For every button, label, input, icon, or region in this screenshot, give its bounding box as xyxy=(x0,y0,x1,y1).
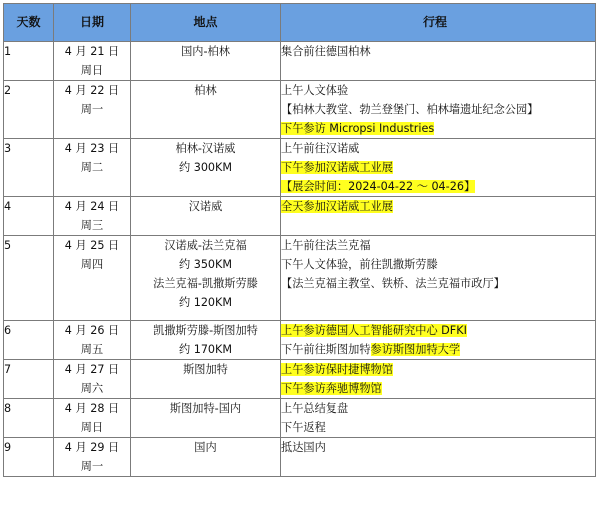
highlighted-text: 全天参加汉诺威工业展 xyxy=(281,200,393,213)
highlighted-text: 下午参访 Micropsi Industries xyxy=(281,122,435,135)
itinerary-line xyxy=(281,438,595,457)
place-cell xyxy=(131,139,281,197)
itinerary-line xyxy=(281,197,595,216)
table-row xyxy=(4,81,596,139)
itinerary-cell xyxy=(281,360,596,399)
table-row xyxy=(4,360,596,399)
itinerary-table xyxy=(3,3,596,477)
itinerary-text: 上午前往汉诺威 xyxy=(281,142,360,155)
itinerary-cell xyxy=(281,197,596,236)
place-line: 法兰克福-凯撒斯劳滕 xyxy=(153,277,258,290)
date-cell xyxy=(54,197,131,236)
day-cell: 9 xyxy=(4,438,54,477)
itinerary-line xyxy=(281,274,595,293)
date-text: 4 月 23 日 xyxy=(64,142,120,155)
highlighted-text: 上午参访保时捷博物馆 xyxy=(281,363,393,376)
itinerary-line xyxy=(281,340,595,359)
date-cell xyxy=(54,360,131,399)
itinerary-line xyxy=(281,42,595,61)
itinerary-text: 上午前往法兰克福 xyxy=(281,239,371,252)
table-row xyxy=(4,438,596,477)
date-text: 4 月 29 日 xyxy=(64,441,120,454)
itinerary-line xyxy=(281,158,595,177)
header-place: 地点 xyxy=(131,4,281,42)
itinerary-line xyxy=(281,177,595,196)
itinerary-cell xyxy=(281,236,596,321)
highlighted-text: 下午参访奔驰博物馆 xyxy=(281,382,382,395)
highlighted-text: 下午参加汉诺威工业展 xyxy=(281,161,393,174)
itinerary-line xyxy=(281,321,595,340)
place-cell xyxy=(131,197,281,236)
place-line: 汉诺威-法兰克福 xyxy=(164,239,247,252)
date-text: 4 月 28 日 xyxy=(64,402,120,415)
place-line: 约 120KM xyxy=(178,296,233,309)
day-cell: 7 xyxy=(4,360,54,399)
table-row xyxy=(4,321,596,360)
itinerary-text: 下午人文体验，前往凯撒斯劳滕 xyxy=(281,258,438,271)
weekday-text: 周日 xyxy=(80,64,104,77)
header-day: 天数 xyxy=(4,4,54,42)
place-line: 柏林 xyxy=(194,84,217,97)
itinerary-table-container xyxy=(3,3,595,477)
date-cell xyxy=(54,81,131,139)
itinerary-cell xyxy=(281,438,596,477)
date-cell xyxy=(54,438,131,477)
place-line: 国内 xyxy=(194,441,217,454)
place-line: 约 170KM xyxy=(178,343,233,356)
day-cell: 8 xyxy=(4,399,54,438)
itinerary-cell xyxy=(281,321,596,360)
itinerary-line xyxy=(281,379,595,398)
place-line: 柏林-汉诺威 xyxy=(175,142,236,155)
weekday-text: 周五 xyxy=(80,343,104,356)
itinerary-text: 集合前往德国柏林 xyxy=(281,45,371,58)
weekday-text: 周日 xyxy=(80,421,104,434)
date-cell xyxy=(54,139,131,197)
itinerary-cell xyxy=(281,139,596,197)
weekday-text: 周二 xyxy=(80,161,104,174)
weekday-text: 周四 xyxy=(80,258,104,271)
itinerary-text: 下午前往斯图加特 xyxy=(281,343,371,356)
day-cell: 6 xyxy=(4,321,54,360)
table-header-row xyxy=(4,4,596,42)
itinerary-line xyxy=(281,360,595,379)
header-itinerary: 行程 xyxy=(281,4,596,42)
place-cell xyxy=(131,42,281,81)
date-text: 4 月 26 日 xyxy=(64,324,120,337)
day-cell: 5 xyxy=(4,236,54,321)
place-cell xyxy=(131,360,281,399)
place-cell xyxy=(131,236,281,321)
table-row xyxy=(4,42,596,81)
header-date: 日期 xyxy=(54,4,131,42)
itinerary-line xyxy=(281,255,595,274)
date-text: 4 月 27 日 xyxy=(64,363,120,376)
place-cell xyxy=(131,321,281,360)
place-line: 凯撒斯劳滕-斯图加特 xyxy=(153,324,258,337)
itinerary-line xyxy=(281,139,595,158)
weekday-text: 周一 xyxy=(80,460,104,473)
weekday-text: 周三 xyxy=(80,219,104,232)
date-text: 4 月 21 日 xyxy=(64,45,120,58)
date-cell xyxy=(54,236,131,321)
date-cell xyxy=(54,399,131,438)
itinerary-text: 【法兰克福主教堂、铁桥、法兰克福市政厅】 xyxy=(281,277,505,290)
place-line: 汉诺威 xyxy=(188,200,223,213)
itinerary-text: 下午返程 xyxy=(281,421,326,434)
itinerary-line xyxy=(281,100,595,119)
itinerary-line xyxy=(281,418,595,437)
table-row xyxy=(4,139,596,197)
place-cell xyxy=(131,81,281,139)
highlighted-text: 参访斯图加特大学 xyxy=(370,343,461,356)
itinerary-line xyxy=(281,119,595,138)
date-text: 4 月 24 日 xyxy=(64,200,120,213)
place-line: 国内-柏林 xyxy=(181,45,230,58)
table-row xyxy=(4,197,596,236)
day-cell: 2 xyxy=(4,81,54,139)
table-row xyxy=(4,399,596,438)
itinerary-text: 上午总结复盘 xyxy=(281,402,349,415)
table-row xyxy=(4,236,596,321)
itinerary-text: 【柏林大教堂、勃兰登堡门、柏林墙遗址纪念公园】 xyxy=(281,103,539,116)
place-line: 斯图加特 xyxy=(183,363,228,376)
place-line: 约 300KM xyxy=(178,161,233,174)
day-cell: 1 xyxy=(4,42,54,81)
table-body xyxy=(4,42,596,477)
itinerary-line xyxy=(281,236,595,255)
itinerary-line xyxy=(281,399,595,418)
date-text: 4 月 22 日 xyxy=(64,84,120,97)
date-cell xyxy=(54,321,131,360)
highlighted-text: 【展会时间：2024-04-22 ～ 04-26】 xyxy=(281,180,476,193)
itinerary-cell xyxy=(281,399,596,438)
place-cell xyxy=(131,438,281,477)
itinerary-cell xyxy=(281,42,596,81)
weekday-text: 周一 xyxy=(80,103,104,116)
itinerary-text: 上午人文体验 xyxy=(281,84,349,97)
date-text: 4 月 25 日 xyxy=(64,239,120,252)
day-cell: 3 xyxy=(4,139,54,197)
place-cell xyxy=(131,399,281,438)
place-line: 约 350KM xyxy=(178,258,233,271)
itinerary-cell xyxy=(281,81,596,139)
weekday-text: 周六 xyxy=(80,382,104,395)
place-line: 斯图加特-国内 xyxy=(169,402,242,415)
itinerary-line xyxy=(281,81,595,100)
itinerary-text: 抵达国内 xyxy=(281,441,326,454)
highlighted-text: 上午参访德国人工智能研究中心 DFKI xyxy=(281,324,467,337)
date-cell xyxy=(54,42,131,81)
day-cell: 4 xyxy=(4,197,54,236)
